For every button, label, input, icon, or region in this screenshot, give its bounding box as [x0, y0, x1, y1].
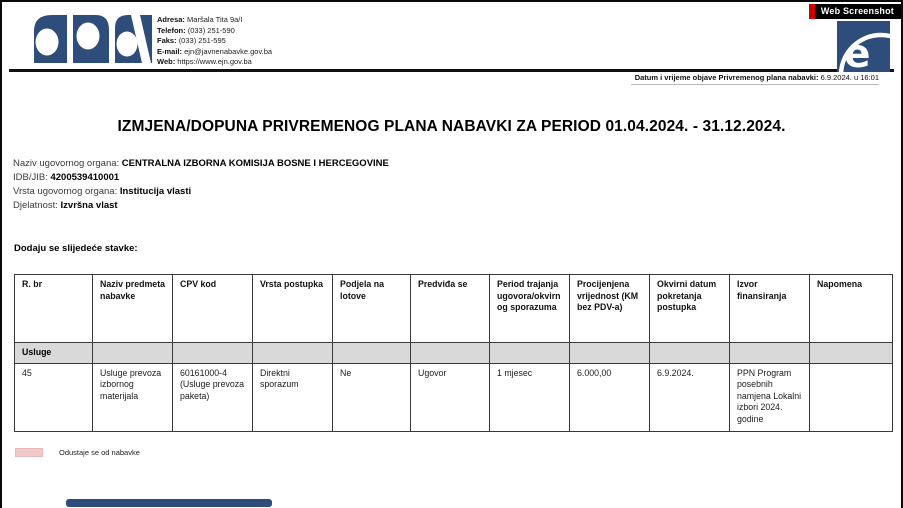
- group-row-cell: [411, 343, 490, 364]
- table-cell: Ne: [333, 363, 411, 431]
- org-activity-value: Izvršna vlast: [60, 200, 118, 211]
- column-header: R. br: [15, 275, 93, 343]
- web-label: Web:: [157, 57, 176, 67]
- org-idb-line: [13, 171, 389, 185]
- bottom-scrollbar-thumb[interactable]: [66, 499, 272, 507]
- page-title: IZMJENA/DOPUNA PRIVREMENOG PLANA NABAVKI ZA PERIOD 01.04.2024. - 31.12.2024.: [117, 118, 786, 135]
- org-activity-line: [13, 199, 389, 213]
- publish-date-line: [631, 73, 879, 85]
- table-cell: 45: [15, 363, 93, 431]
- table-cell: 1 mjesec: [490, 363, 570, 431]
- column-header: Okvirni datum pokretanja postupka: [650, 275, 730, 343]
- group-row-cell: [173, 343, 253, 364]
- column-header: Procijenjena vrijednost (KM bez PDV-a): [570, 275, 650, 343]
- column-header: Podjela na lotove: [333, 275, 411, 343]
- org-activity-label: Djelatnost:: [13, 200, 58, 211]
- org-type-line: [13, 185, 389, 199]
- web-link[interactable]: https://www.ejn.gov.ba: [177, 57, 252, 67]
- table-cell: Direktni sporazum: [253, 363, 333, 431]
- address-value: Maršala Tita 9a/I: [187, 15, 243, 24]
- table-cell: [810, 363, 893, 431]
- org-type-label: Vrsta ugovornog organa:: [13, 186, 118, 197]
- ejn-logo-icon: [30, 13, 152, 65]
- column-header: Period trajanja ugovora/okvirnog sporazuma: [490, 275, 570, 343]
- svg-text:e: e: [844, 32, 871, 72]
- column-header: Predviđa se: [411, 275, 490, 343]
- table-cell: PPN Program posebnih namjena Lokalni izbori 2024. godine: [730, 363, 810, 431]
- e-logo-icon: [837, 21, 890, 72]
- group-row-cell: [333, 343, 411, 364]
- publish-date-value: 6.9.2024. u 16:01: [820, 73, 879, 82]
- contact-block: [157, 15, 272, 68]
- table-cell: 6.9.2024.: [650, 363, 730, 431]
- badge-label: Web Screenshot: [815, 4, 901, 19]
- table-cell: Ugovor: [411, 363, 490, 431]
- table-cell: 60161000-4 (Usluge prevoza paketa): [173, 363, 253, 431]
- phone-value: (033) 251-590: [187, 25, 235, 35]
- group-row-cell: [490, 343, 570, 364]
- web-screenshot-badge: [809, 4, 901, 19]
- column-header: Vrsta postupka: [253, 275, 333, 343]
- header-divider: [9, 69, 894, 72]
- column-header: Naziv predmeta nabavke: [93, 275, 173, 343]
- table-cell: 6.000,00: [570, 363, 650, 431]
- table-row: [15, 363, 893, 431]
- group-row-cell: [253, 343, 333, 364]
- ejn-logo: [30, 13, 152, 70]
- contact-email: [157, 47, 272, 58]
- email-label: E-mail:: [157, 46, 183, 56]
- phone-label: Telefon:: [157, 25, 186, 35]
- contact-address: [157, 15, 272, 26]
- group-row-label: Usluge: [15, 343, 93, 364]
- group-row-cell: [730, 343, 810, 364]
- e-logo: [837, 21, 890, 77]
- org-idb-value: 4200539410001: [50, 172, 120, 183]
- contact-phone: [157, 26, 272, 37]
- group-row-cell: [570, 343, 650, 364]
- group-row-cell: [810, 343, 893, 364]
- procurement-table: [14, 274, 893, 432]
- section-heading: Dodaju se slijedeće stavke:: [14, 243, 138, 254]
- org-name-value: CENTRALNA IZBORNA KOMISIJA BOSNE I HERCEGOVINE: [121, 158, 389, 169]
- contact-fax: [157, 36, 272, 47]
- group-row-usluge: [15, 343, 893, 364]
- org-type-value: Institucija vlasti: [119, 186, 192, 197]
- contact-web: [157, 57, 272, 68]
- legend: [15, 448, 140, 457]
- fax-value: (033) 251-595: [178, 36, 226, 46]
- org-info: [13, 157, 389, 213]
- legend-cancelled-label: Odustaje se od nabavke: [59, 448, 140, 457]
- table-cell: Usluge prevoza izbornog materijala: [93, 363, 173, 431]
- legend-cancelled-swatch: [15, 448, 43, 457]
- address-label: Adresa:: [157, 15, 185, 24]
- column-header: CPV kod: [173, 275, 253, 343]
- org-name-line: [13, 157, 389, 171]
- org-idb-label: IDB/JIB:: [13, 172, 48, 183]
- email-value[interactable]: ejn@javnenabavke.gov.ba: [184, 46, 273, 56]
- fax-label: Faks:: [157, 36, 177, 46]
- group-row-cell: [650, 343, 730, 364]
- publish-date-label: Datum i vrijeme objave Privremenog plana nabavki:: [634, 73, 819, 82]
- column-header: Napomena: [810, 275, 893, 343]
- org-name-label: Naziv ugovornog organa:: [13, 158, 120, 169]
- column-header: Izvor finansiranja: [730, 275, 810, 343]
- procurement-table-wrap: [14, 274, 893, 432]
- table-header-row: [15, 275, 893, 343]
- group-row-cell: [93, 343, 173, 364]
